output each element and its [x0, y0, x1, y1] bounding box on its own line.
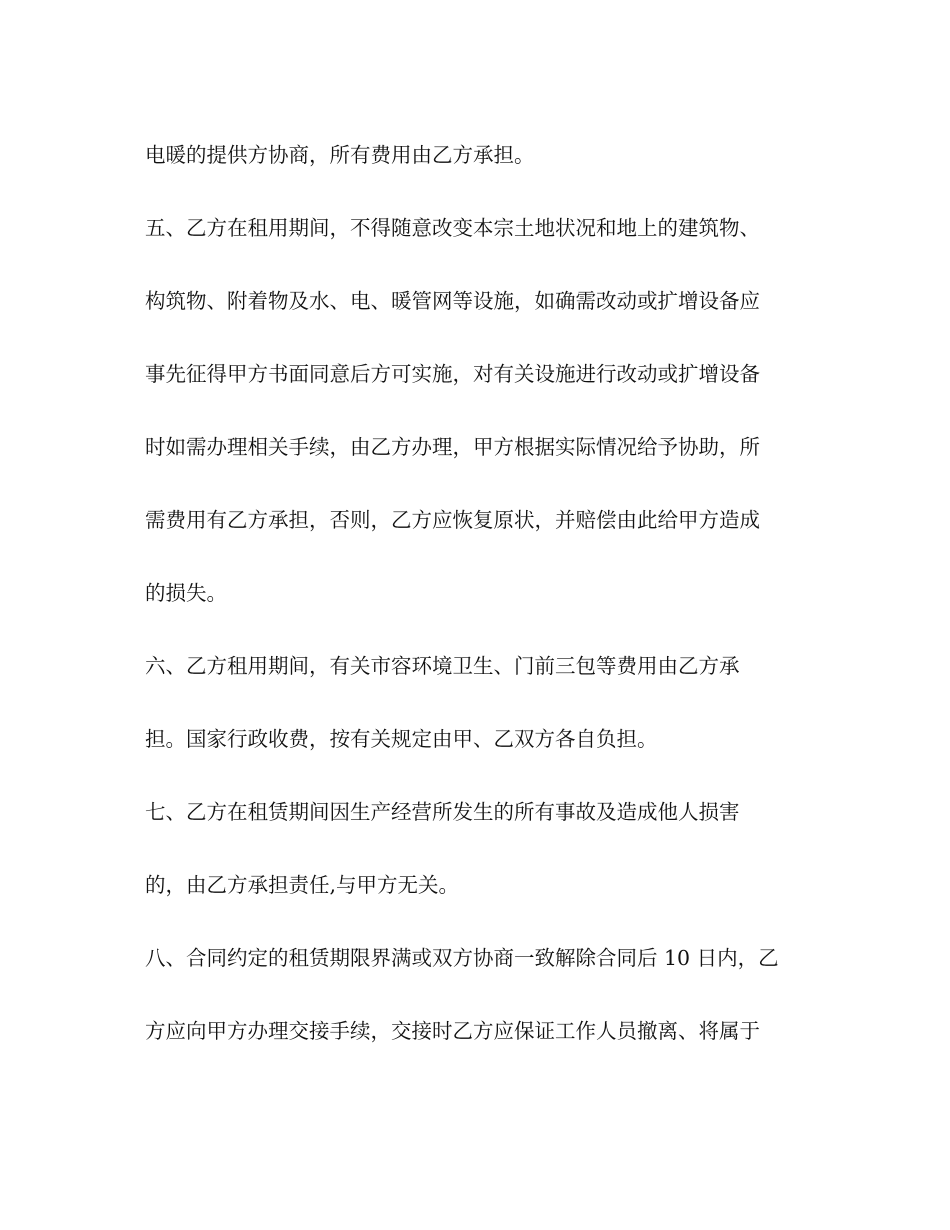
text-line: 的损失。: [145, 581, 227, 605]
text-line: 五、乙方在租用期间，不得随意改变本宗土地状况和地上的建筑物、: [145, 216, 760, 240]
text-line: 六、乙方租用期间，有关市容环境卫生、门前三包等费用由乙方承: [145, 654, 740, 678]
text-line: 担。国家行政收费，按有关规定由甲、乙双方各自负担。: [145, 727, 658, 751]
text-line: 时如需办理相关手续，由乙方办理，甲方根据实际情况给予协助，所: [145, 435, 760, 459]
text-line: 需费用有乙方承担，否则，乙方应恢复原状，并赔偿由此给甲方造成: [145, 508, 760, 532]
text-line: 事先征得甲方书面同意后方可实施，对有关设施进行改动或扩增设备: [145, 362, 760, 386]
text-line: 八、合同约定的租赁期限界满或双方协商一致解除合同后 10 日内，乙: [145, 946, 779, 970]
text-line: 方应向甲方办理交接手续，交接时乙方应保证工作人员撤离、将属于: [145, 1019, 760, 1043]
text-line: 电暖的提供方协商，所有费用由乙方承担。: [145, 143, 535, 167]
text-line: 构筑物、附着物及水、电、暖管网等设施，如确需改动或扩增设备应: [145, 289, 760, 313]
text-line: 的，由乙方承担责任,与甲方无关。: [145, 873, 460, 897]
text-line: 七、乙方在租赁期间因生产经营所发生的所有事故及造成他人损害: [145, 800, 740, 824]
